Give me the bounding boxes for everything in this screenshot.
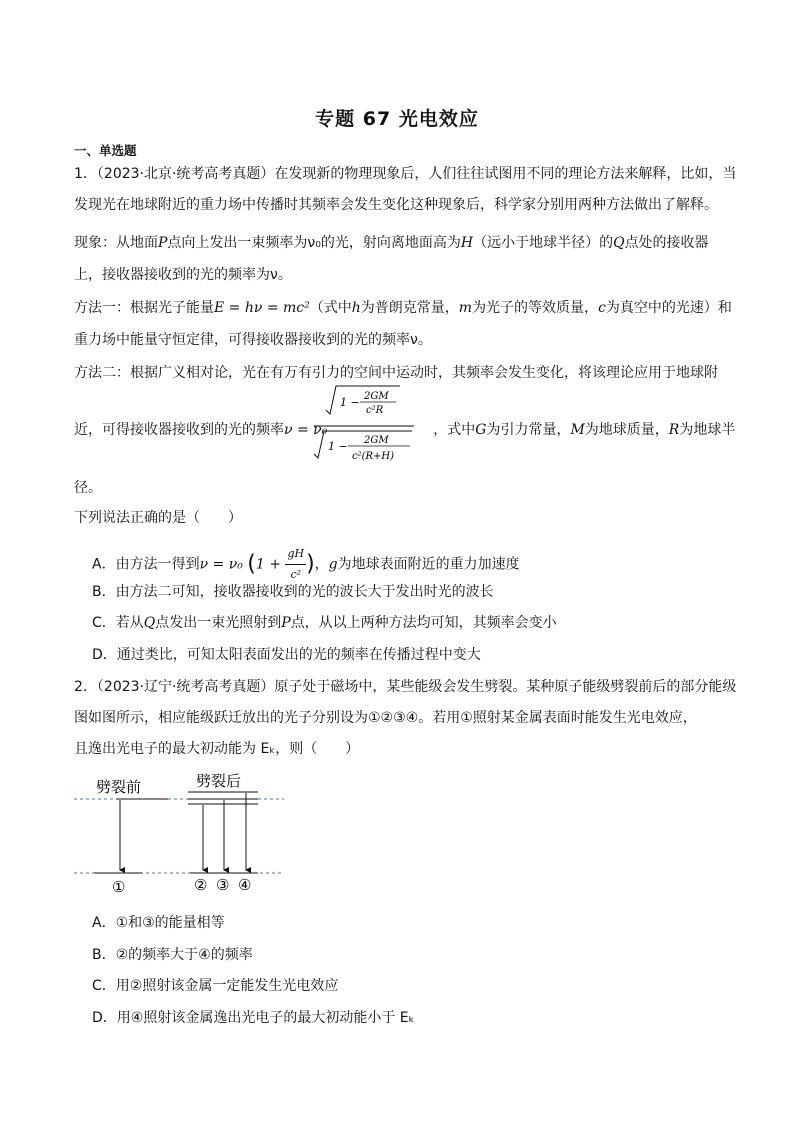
q2-option-b[interactable]: B．②的频率大于④的频率 [92, 947, 253, 963]
q1-option-d[interactable]: D．通过类比，可知太阳表面发出的光的频率在传播过程中变大 [92, 647, 481, 663]
q1-method-2-end: 径。 [74, 480, 102, 496]
q2-option-c[interactable]: C．用②照射该金属一定能发生光电效应 [92, 978, 339, 994]
section-heading: 一、单选题 [74, 143, 137, 158]
q2-option-a[interactable]: A．①和③的能量相等 [92, 915, 225, 931]
q1-method-1: 方法一：根据光子能量E = hν = mc²（式中h为普朗克常量，m为光子的等效质量，c为真空中的光速）和 [74, 300, 732, 316]
svg-text:c²R: c²R [366, 405, 384, 416]
q2-line-2: 图如图所示，相应能级跃迁放出的光子分别设为①②③④。若用①照射某金属表面时能发生光电效应， [74, 710, 697, 726]
q1-option-a[interactable]: A．由方法一得到ν = ν₀ (1 + $\frac{gH}{\text{c²}}$ )，g为地球表面附近的重力加速度 [92, 544, 520, 585]
q2-line-1: 2．（2023·辽宁·统考高考真题）原子处于磁场中，某些能级会发生劈裂。某种原子能级劈裂前后的部分能级 [74, 679, 737, 695]
energy-level-diagram [72, 766, 292, 896]
q1-method-2-formula [300, 384, 420, 468]
q1-option-c[interactable]: C．若从Q点发出一束光照射到P点，从以上两种方法均可知，其频率会变小 [92, 615, 557, 631]
label-before-split: 劈裂前 [96, 778, 142, 796]
q1-question: 下列说法正确的是（ ） [74, 510, 242, 526]
q1-method-2-formula-line: 近，可得接收器接收到的光的频率ν = ν₀ ，式中G为引力常量，M为地球质量，R为地球半 [74, 422, 736, 438]
marker-1: ① [112, 878, 126, 896]
q1-option-b[interactable]: B．由方法二可知，接收器接收到的光的波长大于发出时光的波长 [92, 584, 494, 600]
svg-text:1 −: 1 − [340, 396, 360, 409]
page-title: 专题 67 光电效应 [315, 108, 479, 130]
q1-phenomenon: 现象：从地面P点向上发出一束频率为ν₀的光，射向离地面高为H（远小于地球半径）的Q点处的接收器 [74, 235, 709, 251]
q2-line-3: 且逸出光电子的最大初动能为 Eₖ，则（ ） [74, 741, 360, 757]
q1-line-1: 1．（2023·北京·统考高考真题）在发现新的物理现象后，人们往往试图用不同的理论方法来解释，比如，当 [74, 166, 737, 182]
svg-text:2GM: 2GM [364, 391, 389, 402]
label-after-split: 劈裂后 [196, 772, 242, 790]
marker-2: ② [194, 876, 208, 894]
q1-method-1-cont: 重力场中能量守恒定律，可得接收器接收到的光的频率ν。 [74, 332, 432, 348]
q1-phenomenon-cont: 上，接收器接收到的光的频率为ν。 [74, 267, 292, 283]
q2-option-d[interactable]: D．用④照射该金属逸出光电子的最大初动能小于 Eₖ [92, 1010, 415, 1026]
marker-3: ③ [216, 876, 230, 894]
svg-text:c²(R+H): c²(R+H) [352, 451, 395, 462]
svg-text:1 −: 1 − [328, 440, 348, 453]
q1-line-2: 发现光在地球附近的重力场中传播时其频率会发生变化这种现象后，科学家分别用两种方法做出了解释。 [74, 197, 718, 213]
q1-method-2: 方法二：根据广义相对论，光在有万有引力的空间中运动时，其频率会发生变化，将该理论应用于地球附 [74, 365, 718, 381]
svg-text:2GM: 2GM [364, 435, 389, 446]
marker-4: ④ [238, 876, 252, 894]
